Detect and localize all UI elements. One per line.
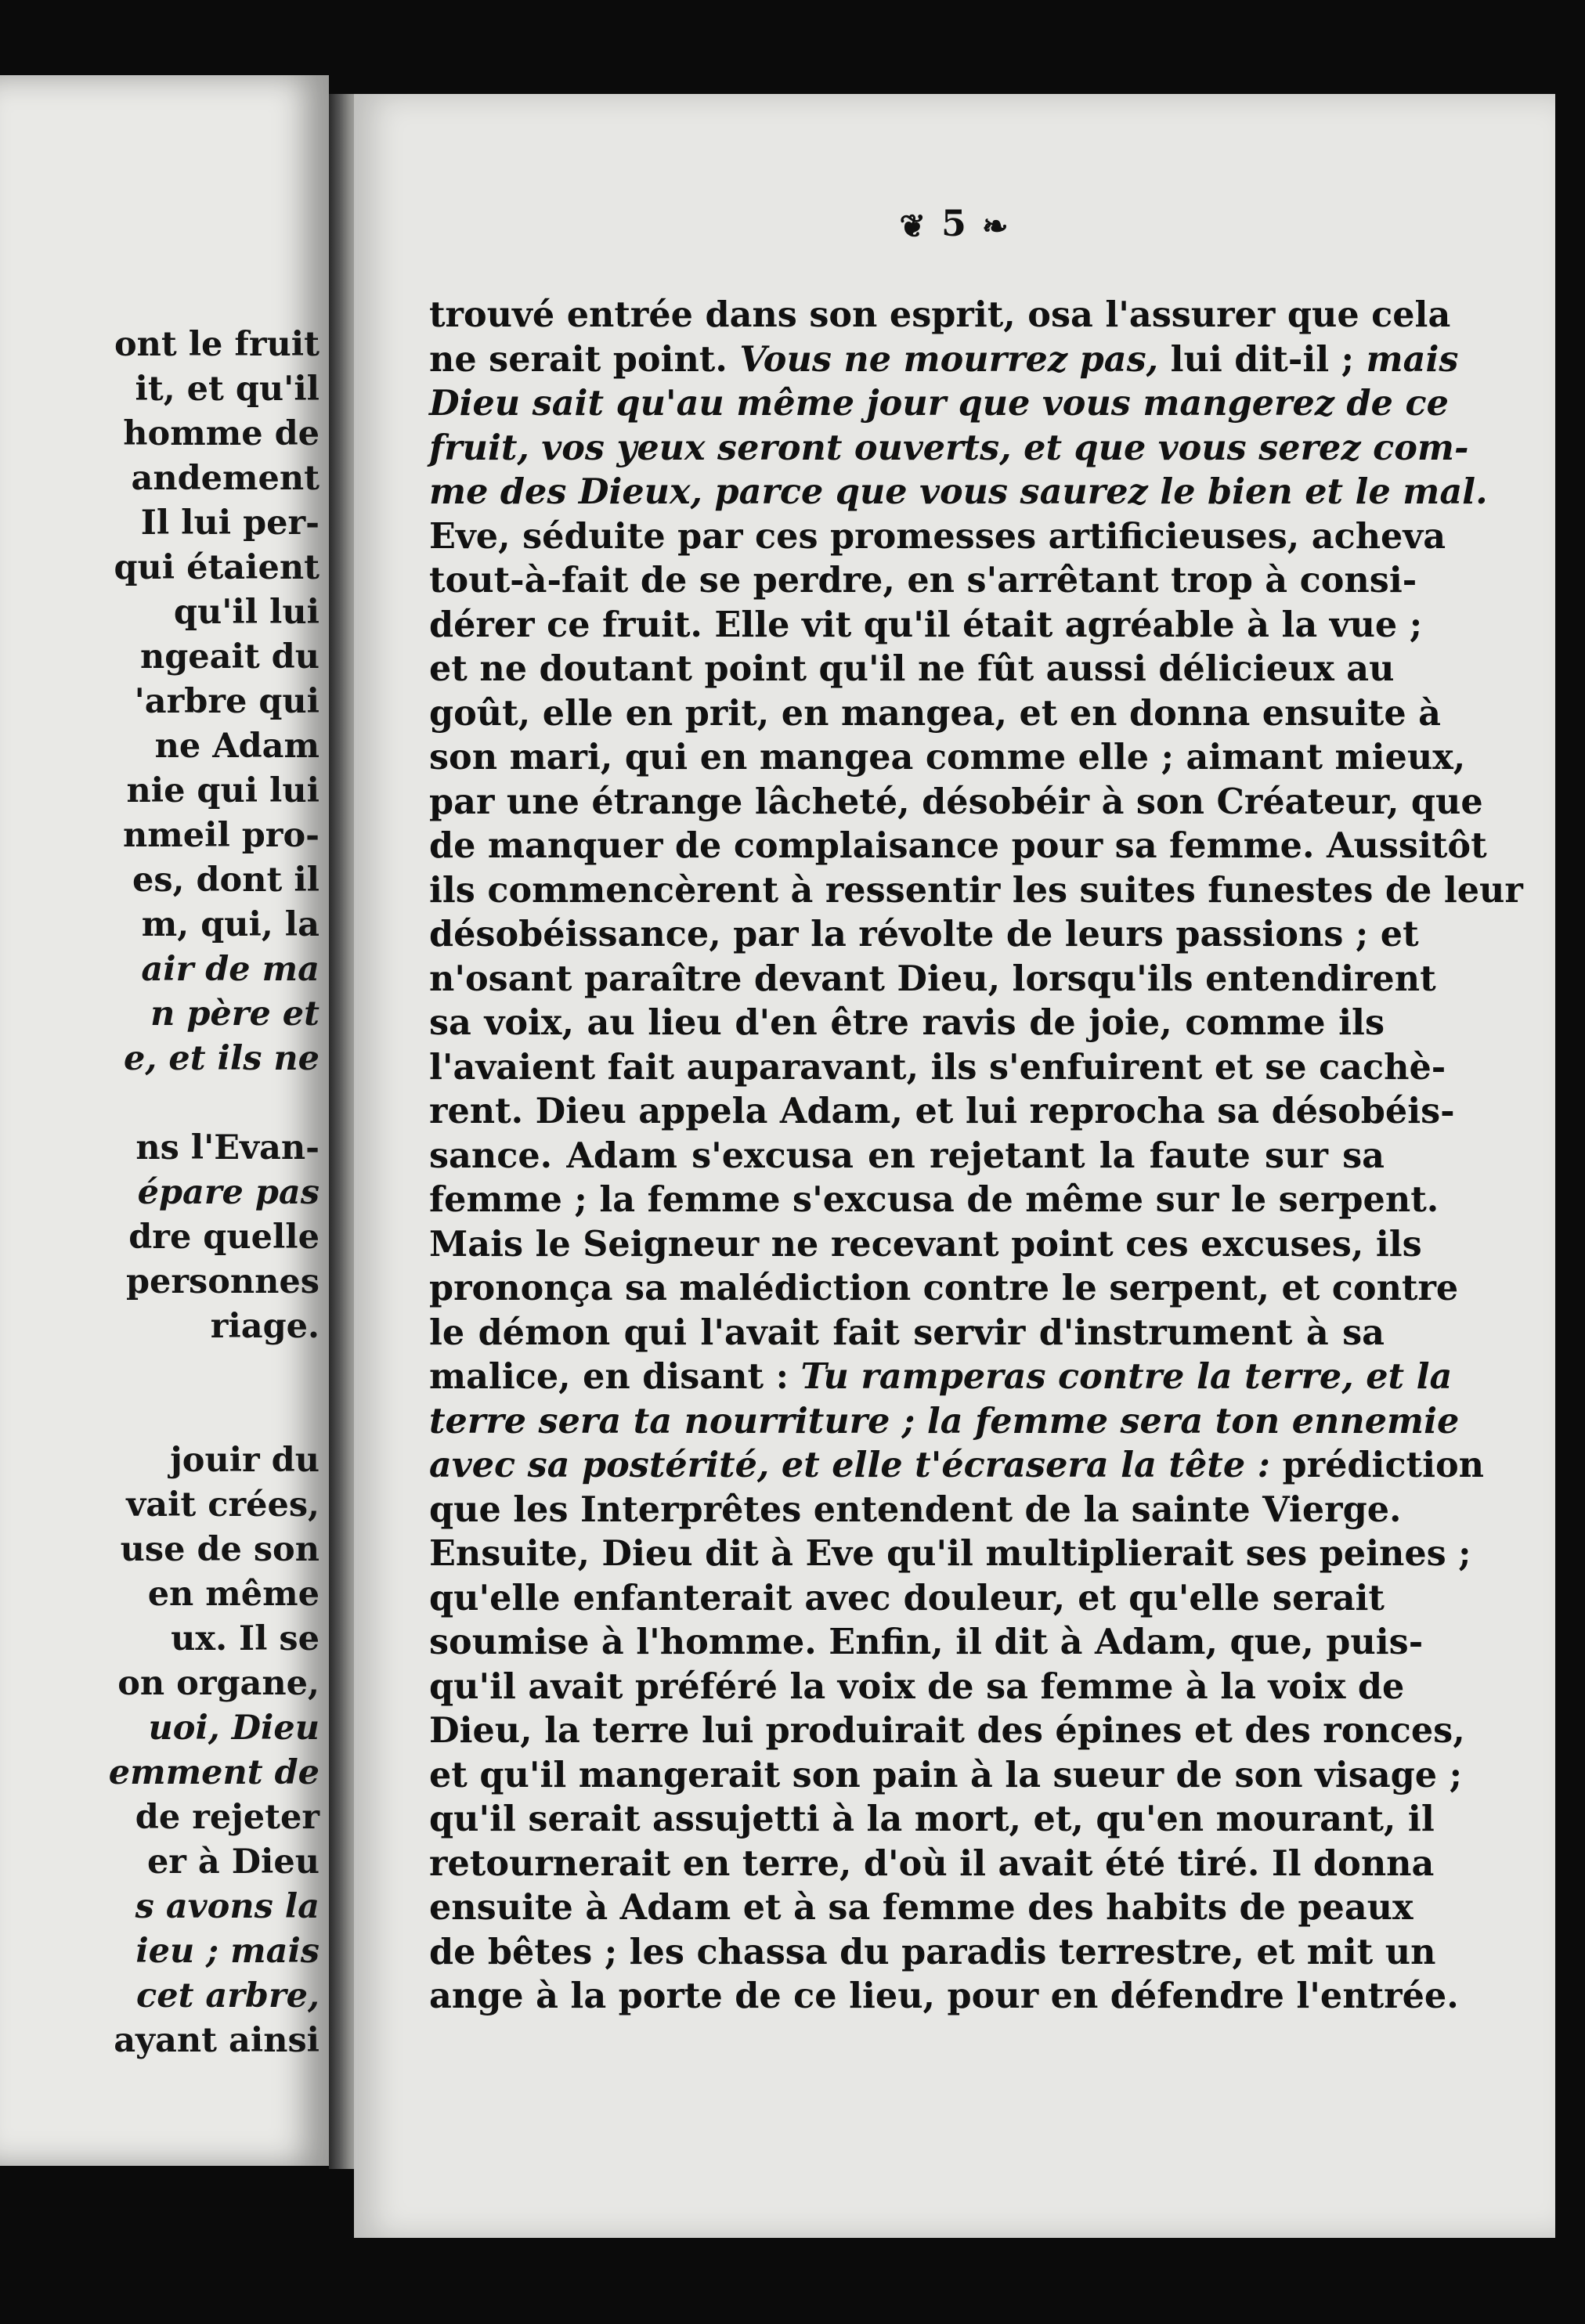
text-line [429, 1045, 1446, 1090]
text-line [429, 1753, 1463, 1798]
text-span: trouvé entrée dans son esprit, osa l'assurer que cela [429, 294, 1451, 335]
text-line [429, 381, 1449, 426]
previous-page-line: qui étaient [114, 548, 320, 587]
text-span: l'avaient fait auparavant, ils s'enfuirent et se cachè- [429, 1046, 1446, 1088]
text-line [429, 1399, 1460, 1444]
ornament-left-icon: ❦ [899, 208, 927, 245]
previous-page-line: emment de [108, 1753, 320, 1792]
previous-page-line: andement [131, 459, 320, 498]
text-line [429, 1709, 1465, 1753]
text-span: soumise à l'homme. Enfin, il dit à Adam, que, puis- [429, 1622, 1424, 1662]
text-span: de bêtes ; les chassa du paradis terrestre, et mit un [429, 1931, 1436, 1972]
text-line [429, 1266, 1459, 1311]
text-line [429, 1620, 1424, 1665]
text-line [429, 1222, 1422, 1267]
text-span: par une étrange lâcheté, désobéir à son Créateur, que [429, 781, 1483, 822]
text-span: de manquer de complaisance pour sa femme. Aussitôt [429, 825, 1487, 866]
text-span: Ensuite, Dieu dit à Eve qu'il multiplierait ses peines ; [429, 1533, 1471, 1574]
text-line [429, 1443, 1485, 1488]
text-line [429, 868, 1523, 913]
text-line [429, 293, 1451, 337]
previous-page-line: dre quelle [128, 1218, 320, 1257]
previous-page-line: homme de [123, 414, 320, 453]
previous-page-line: ayant ainsi [114, 2021, 320, 2060]
text-line [429, 1930, 1436, 1975]
italic-span: avec sa postérité, et elle t'écrasera la tête : [429, 1445, 1271, 1485]
text-span: et qu'il mangerait son pain à la sueur de son visage ; [429, 1754, 1463, 1795]
text-span: et ne doutant point qu'il ne fût aussi délicieux au [429, 648, 1395, 689]
text-span: Eve, séduite par ces promesses artificieuses, acheva [429, 515, 1446, 557]
previous-page-line: ux. Il se [171, 1619, 320, 1658]
text-line [429, 647, 1395, 691]
text-span: que les Interprêtes entendent de la sainte Vierge. [429, 1489, 1402, 1530]
previous-page-gap [0, 1081, 320, 1126]
text-span: retournerait en terre, d'où il avait été tiré. Il donna [429, 1842, 1435, 1884]
text-span: Mais le Seigneur ne recevant point ces excuses, ils [429, 1223, 1422, 1265]
page-number-header [354, 202, 1555, 245]
text-span: ils commencèrent à ressentir les suites funestes de leur [429, 869, 1523, 911]
previous-page-line: jouir du [170, 1441, 320, 1480]
italic-span: me des Dieux, parce que vous saurez le bien et le mal. [429, 471, 1488, 512]
previous-page-line: s avons la [135, 1887, 320, 1926]
text-line [429, 780, 1483, 825]
text-line [429, 957, 1436, 1001]
text-span: prédiction [1270, 1445, 1485, 1485]
previous-page-line: nmeil pro- [122, 816, 320, 855]
previous-page-line: qu'il lui [173, 593, 320, 632]
previous-page-line: er à Dieu [146, 1842, 320, 1882]
text-span: malice, en disant : [429, 1356, 801, 1397]
text-line [429, 1576, 1385, 1621]
text-span: sance. Adam s'excusa en rejetant la faute sur sa [429, 1135, 1385, 1176]
previous-page-line: vait crées, [126, 1485, 320, 1525]
previous-page-line: personnes [125, 1262, 320, 1301]
italic-span: Tu ramperas contre la terre, et la [800, 1356, 1453, 1397]
previous-page-line: m, qui, la [141, 905, 320, 944]
text-span: qu'il serait assujetti à la mort, et, qu'en mourant, il [429, 1799, 1435, 1839]
previous-page-line: on organe, [117, 1664, 320, 1703]
previous-page-line: nie qui lui [126, 771, 320, 810]
text-span: son mari, qui en mangea comme elle ; aimant mieux, [429, 737, 1466, 778]
text-line [429, 1178, 1439, 1222]
text-span: n'osant paraître devant Dieu, lorsqu'ils entendirent [429, 958, 1436, 999]
text-line [429, 514, 1446, 559]
previous-page-line: ieu ; mais [135, 1932, 320, 1971]
page-number: 5 [941, 202, 968, 244]
previous-page-line: en même [147, 1575, 320, 1614]
text-line [429, 824, 1487, 868]
previous-page-line: 'arbre qui [134, 682, 320, 721]
previous-page-line: it, et qu'il [135, 370, 320, 409]
text-line [429, 470, 1488, 514]
text-line [429, 1089, 1455, 1134]
text-line [429, 912, 1419, 957]
text-span: ne serait point. [429, 338, 740, 380]
text-span: sa voix, au lieu d'en être ravis de joie, comme ils [429, 1002, 1385, 1043]
text-line [429, 603, 1423, 648]
text-span: dérer ce fruit. Elle vit qu'il était agréable à la vue ; [429, 604, 1423, 645]
previous-page-gap [0, 1394, 320, 1438]
previous-page-line: Il lui per- [140, 503, 320, 543]
text-line [429, 1488, 1402, 1532]
ornament-right-icon: ❧ [982, 208, 1010, 245]
text-line [429, 1532, 1471, 1576]
italic-span: fruit, vos yeux seront ouverts, et que vous serez com- [429, 427, 1469, 468]
previous-page-text [0, 323, 320, 2063]
previous-page-line: ne Adam [154, 727, 320, 766]
previous-page-line: n père et [150, 994, 320, 1034]
text-span: qu'elle enfanterait avec douleur, et qu'elle serait [429, 1577, 1385, 1618]
text-span: tout-à-fait de se perdre, en s'arrêtant trop à consi- [429, 560, 1417, 601]
italic-span: Vous ne mourrez pas, [739, 338, 1159, 380]
text-line [429, 1665, 1405, 1709]
previous-page-line: uoi, Dieu [148, 1709, 320, 1748]
previous-page-line: de rejeter [135, 1798, 320, 1837]
previous-page [0, 75, 329, 2166]
text-line [429, 1886, 1414, 1930]
current-page [354, 94, 1555, 2238]
text-span: désobéissance, par la révolte de leurs passions ; et [429, 914, 1419, 955]
text-span: ensuite à Adam et à sa femme des habits de peaux [429, 1887, 1414, 1928]
page-body-text [429, 293, 1523, 2019]
previous-page-line: épare pas [137, 1173, 320, 1212]
text-span: ange à la porte de ce lieu, pour en défendre l'entrée. [429, 1976, 1459, 2016]
text-line [429, 1797, 1435, 1842]
previous-page-gap [0, 1349, 320, 1394]
text-line [429, 1974, 1459, 2019]
text-span: qu'il avait préféré la voix de sa femme à la voix de [429, 1665, 1405, 1707]
text-line [429, 1134, 1385, 1178]
text-line [429, 558, 1417, 603]
text-span: Dieu, la terre lui produirait des épines et des ronces, [429, 1710, 1465, 1751]
previous-page-line: riage. [210, 1307, 320, 1346]
previous-page-line: es, dont il [132, 861, 320, 900]
text-line [429, 1355, 1453, 1399]
text-line [429, 1001, 1385, 1045]
text-line [429, 735, 1466, 780]
text-line [429, 691, 1441, 736]
previous-page-line: cet arbre, [136, 1976, 320, 2015]
text-line [429, 337, 1459, 382]
text-span: prononça sa malédiction contre le serpent, et contre [429, 1268, 1459, 1308]
italic-span: mais [1366, 338, 1459, 380]
italic-span: terre sera ta nourriture ; la femme sera ton ennemie [429, 1400, 1460, 1442]
previous-page-line: e, et ils ne [124, 1039, 320, 1078]
previous-page-line: ont le fruit [114, 325, 320, 364]
text-span: rent. Dieu appela Adam, et lui reprocha sa désobéis- [429, 1091, 1455, 1131]
text-line [429, 1842, 1435, 1886]
text-span: lui dit-il ; [1158, 338, 1367, 380]
text-line [429, 1311, 1385, 1355]
previous-page-line: use de son [120, 1530, 320, 1569]
italic-span: Dieu sait qu'au même jour que vous mangerez de ce [429, 383, 1449, 424]
text-line [429, 426, 1469, 471]
text-span: femme ; la femme s'excusa de même sur le serpent. [429, 1179, 1439, 1220]
previous-page-line: ngeait du [139, 637, 320, 677]
text-span: goût, elle en prit, en mangea, et en donna ensuite à [429, 692, 1441, 734]
previous-page-line: ns l'Evan- [135, 1128, 320, 1167]
previous-page-line: air de ma [141, 950, 320, 989]
text-span: le démon qui l'avait fait servir d'instrument à sa [429, 1312, 1385, 1353]
